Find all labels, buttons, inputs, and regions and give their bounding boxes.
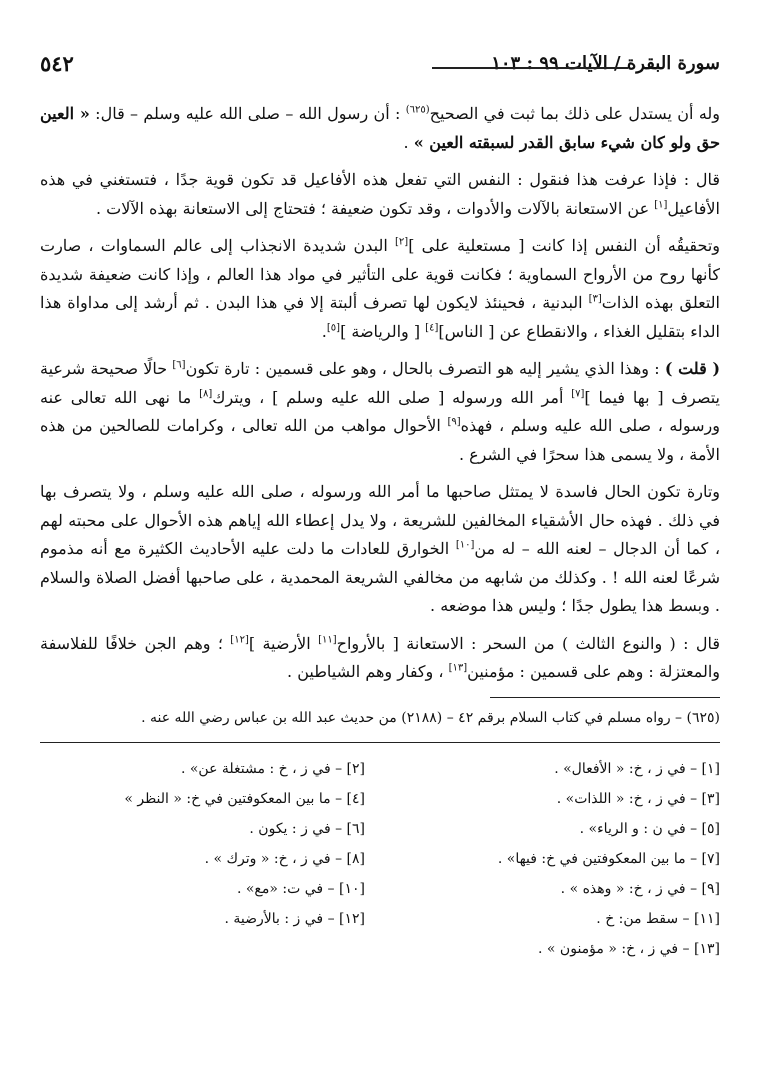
text-run: : وهذا الذي يشير إليه هو التصرف بالحال ، وهو على قسمين : تارة تكون — [185, 359, 665, 378]
text-run: ما نهى الله تعالى عنه ورسوله ، صلى الله عليه وسلم ، فهذه — [40, 387, 720, 435]
text-run: وتحقيقُه أن النفس إذا كانت [ مستعلية على ] — [408, 236, 720, 255]
footnote-ref: [٧] — [571, 388, 585, 400]
text-run: قال : ( والنوع الثالث ) من السحر : الاستعانة [ بالأرواح — [336, 633, 720, 653]
text-run: وله أن يستدل على ذلك بما ثبت في الصحيح — [429, 104, 720, 123]
text-run: . — [321, 321, 327, 341]
footnote-ref: [٩] — [447, 416, 461, 428]
text-run: ؛ وهم الجن خلافًا للفلاسفة والمعتزلة : وهم على قسمين : مؤمنين — [40, 633, 720, 681]
variant-note: [١٢] – في ز : بالأرضية . — [224, 910, 365, 927]
text-run: البدن شديدة الانجذاب إلى عالم السماوات ، صارت كأنها روح من الأرواح السماوية ؛ فكانت قوية على التأثير في مواد هذا العالم ، وإذا كانت ضعيفة شديدة التعلق بهذه الذات — [40, 236, 721, 312]
text-run: [ والرياضة ] — [340, 321, 426, 341]
footnote-ref: [١١] — [318, 634, 337, 646]
variant-note: [١١] – سقط من: خ . — [596, 910, 720, 927]
variant-note: [٤] – ما بين المعكوفتين في خ: « النظر » — [124, 790, 365, 807]
text-run: عن الاستعانة بالآلات والأدوات ، وقد تكون ضعيفة ؛ فتحتاج إلى الاستعانة بهذه الآلات . — [95, 198, 655, 218]
variant-note: [٧] – ما بين المعكوفتين في خ: فيها» . — [497, 850, 720, 867]
text-run: قال : فإذا عرفت هذا فنقول : النفس التي تفعل هذه الأفاعيل قد تكون قوية جدًا ، فتستغني في هذه الأفاعيل — [40, 170, 720, 218]
variant-note: [١٣] – في ز ، خ: « مؤمنون » . — [538, 940, 720, 957]
variant-note: [١] – في ز ، خ: « الأفعال» . — [554, 760, 720, 777]
page-header — [40, 40, 720, 86]
paragraph — [40, 232, 720, 346]
footnote-ref: [٦] — [172, 359, 186, 371]
text-run: الأحوال مواهب من الله تعالى ، وكرامات للصالحين من هذه الأمة ، ولا يسمى هذا سحرًا في الشرع . — [40, 416, 720, 464]
footnote-divider — [490, 697, 720, 698]
variant-note: [١٠] – في ت: «مع» . — [236, 880, 365, 897]
page-number: ٥٤٢ — [40, 50, 74, 76]
running-title: سورة البقرة / الآيات ٩٩ : ١٠٣ — [491, 52, 720, 74]
text-run: الخوارق للعادات ما دلت عليه الأحاديث الكثيرة مع أنه مذموم شرعًا لعنه الله ! . وكذلك من شابهه من مخالفي الشريعة المحمدية ، على صاحبها أفضل الصلاة والسلام . وبسط هذا يطول جدًا ؛ وليس هذا موضعه . — [40, 539, 720, 615]
variant-note: [٣] – في ز ، خ: « اللذات» . — [556, 790, 720, 807]
text-run: البدنية ، فحينئذ لايكون لها تصرف ألبتة إلا في هذا البدن . ثم أرشد إلى مداواة هذا الداء بتقليل الغذاء ، والانقطاع عن [ الناس] — [40, 293, 720, 341]
emphasis-text: ( قلت ) — [664, 359, 721, 378]
variant-note: [٥] – في ن : و الرياء» . — [579, 820, 720, 837]
header-rule — [432, 67, 628, 69]
variant-note: [٨] – في ز ، خ: « وترك » . — [204, 850, 365, 867]
text-run: . — [403, 132, 414, 152]
text-run: ، وكفار وهم الشياطين . — [287, 662, 449, 681]
footnote-ref: [٢] — [395, 236, 409, 248]
variant-notes-divider — [40, 742, 720, 743]
footnote-ref: [٥] — [326, 322, 341, 334]
footnote-ref: [٨] — [199, 388, 213, 400]
paragraph — [40, 478, 720, 621]
emphasis-text: « العين حق ولو كان شيء سابق القدر لسبقته العين » — [40, 104, 720, 152]
paragraph — [40, 630, 720, 687]
footnote-ref: [١٣] — [448, 662, 468, 674]
paragraph — [40, 100, 720, 157]
hadith-footnote: (٦٢٥) – رواه مسلم في كتاب السلام برقم ٤٢ – (٢١٨٨) من حديث عبد الله بن عباس رضي الله عنه . — [141, 709, 720, 726]
paragraph — [40, 355, 720, 469]
text-run: أمر الله ورسوله [ صلى الله عليه وسلم ] ، ويترك — [212, 387, 572, 407]
footnote-ref: [٣] — [588, 293, 602, 305]
variant-note: [٢] – في ز ، خ : مشتغلة عن» . — [180, 760, 365, 777]
text-run: : أن رسول الله – صلى الله عليه وسلم – قال: — [89, 104, 406, 123]
body-text — [40, 100, 720, 687]
book-page — [40, 40, 720, 1063]
footnote-ref: [٤] — [425, 322, 439, 334]
text-run: الأرضية ] — [248, 633, 319, 653]
paragraph — [40, 166, 720, 223]
text-run: حالًا صحيحة شرعية يتصرف [ بها فيما ] — [40, 359, 721, 407]
variant-note: [٦] – في ز : يكون . — [249, 820, 365, 837]
footnote-ref: [١٠] — [455, 539, 475, 551]
footnote-ref: [١] — [654, 199, 668, 211]
footnote-ref: (٦٢٥) — [405, 104, 430, 116]
variant-note: [٩] – في ز ، خ: « وهذه » . — [560, 880, 720, 897]
variant-notes — [40, 757, 720, 961]
footnote-ref: [١٢] — [230, 634, 249, 646]
text-run: وتارة تكون الحال فاسدة لا يمتثل صاحبها ما أمر الله ورسوله ، صلى الله عليه وسلم ، ولا يتصرف بها في ذلك . فهذه حال الأشقياء المخالفين للشريعة ، ولا يدل إعطاء الله إياهم هذه الأحوال على محبته لهم ، كما أن الدجال – لعنه الله – له من — [40, 482, 720, 558]
